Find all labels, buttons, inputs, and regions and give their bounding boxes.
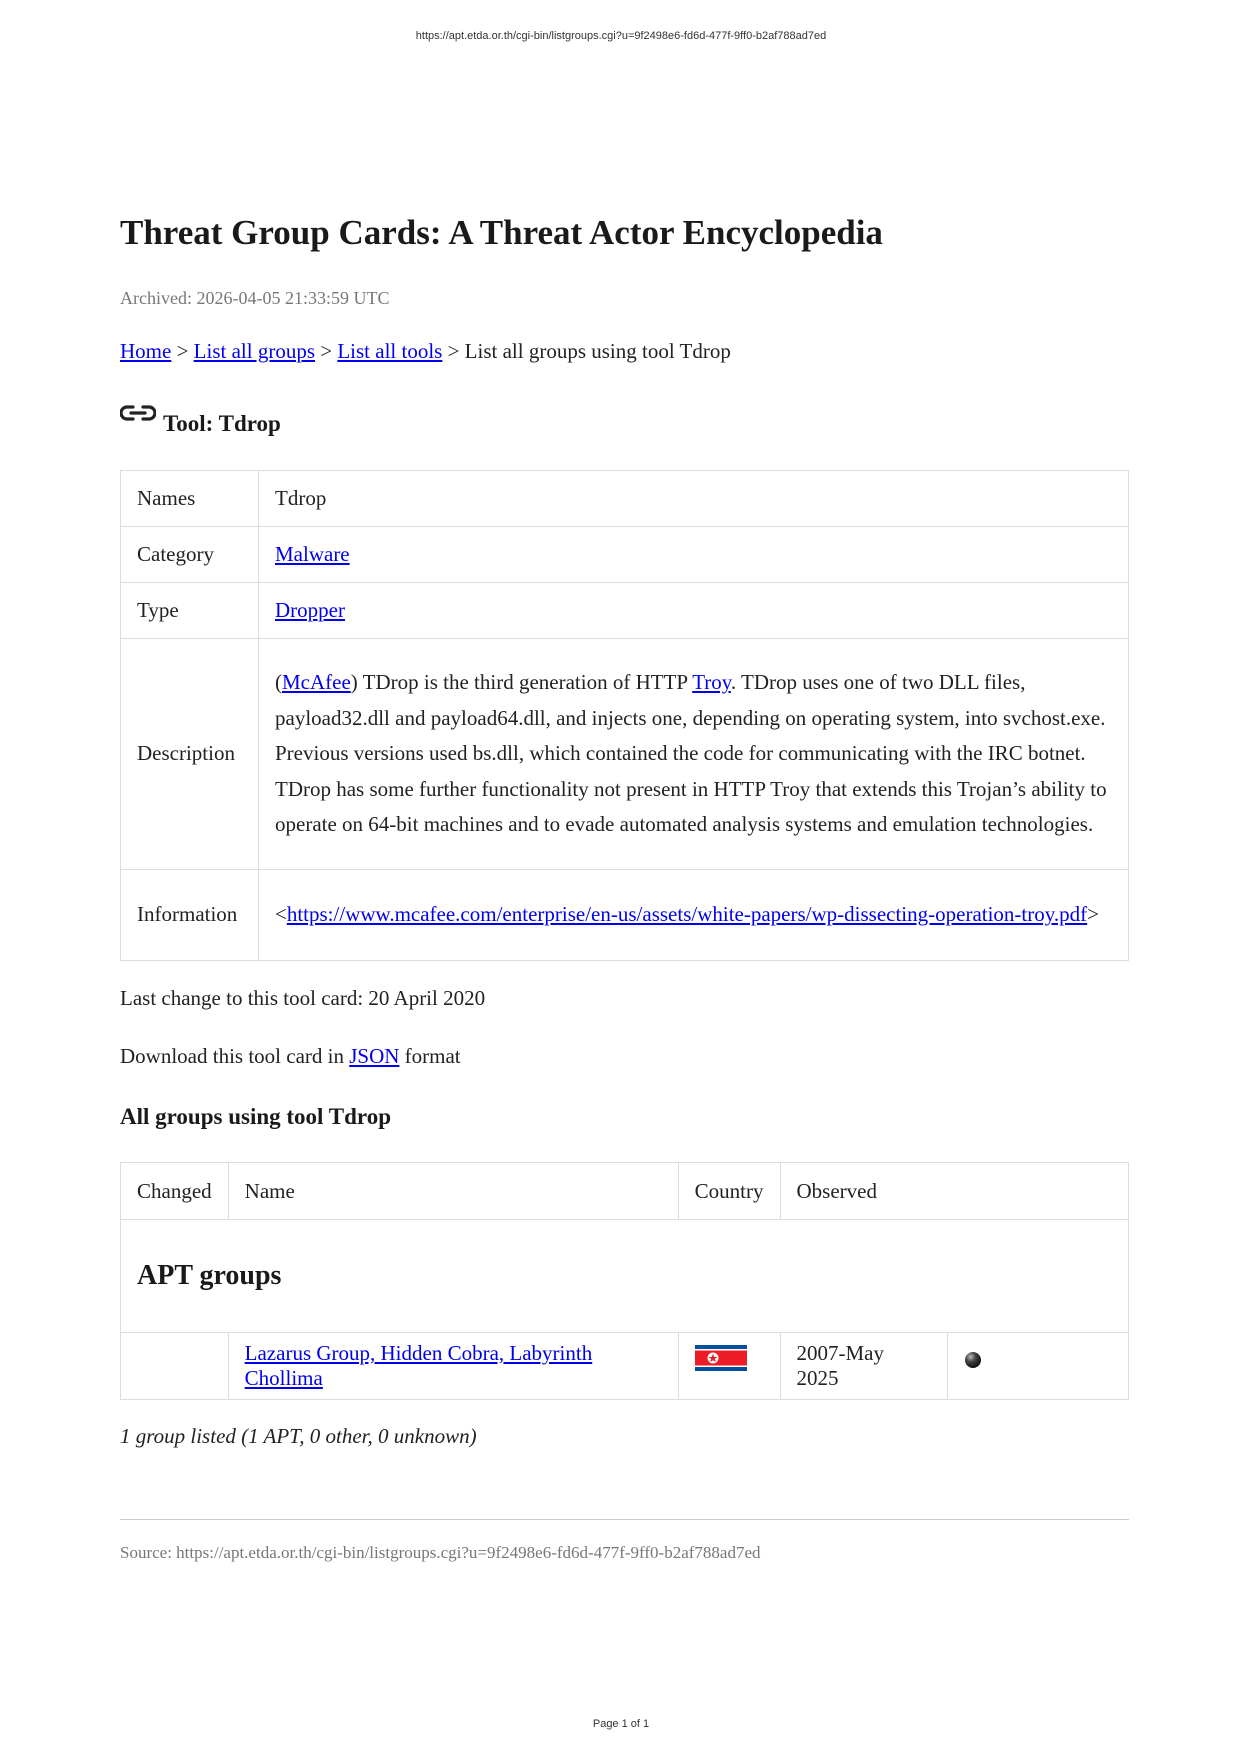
source-line: Source: https://apt.etda.or.th/cgi-bin/listgroups.cgi?u=9f2498e6-fd6d-477f-9ff0-b2af788ad7ed — [120, 1543, 761, 1562]
tool-heading-text: Tool: Tdrop — [163, 411, 281, 436]
names-value: Tdrop — [259, 471, 1129, 527]
breadcrumb-separator: > — [315, 339, 338, 363]
troy-link[interactable]: Troy — [692, 670, 731, 695]
table-row — [121, 1333, 1129, 1400]
page-number: Page 1 of 1 — [592, 1718, 650, 1730]
groups-heading: All groups using tool Tdrop — [120, 1104, 391, 1129]
table-section-row — [121, 1220, 1129, 1333]
description-text: . TDrop uses one of two DLL files, payload32.dll and payload64.dll, and injects one, depending on operating system, into svchost.exe. Previous versions used bs.dll, which contained the code for communicating with the IRC botnet. TDrop has some further functionality not present in HTTP Troy that extends this Trojan’s ability to operate on 64-bit machines and to evade automated analysis systems and emulation technologies. — [275, 670, 1107, 837]
header-observed: Observed — [780, 1163, 1129, 1220]
changed-cell — [121, 1333, 229, 1400]
link-icon — [120, 403, 156, 423]
print-header-url: https://apt.etda.or.th/cgi-bin/listgroups.cgi?u=9f2498e6-fd6d-477f-9ff0-b2af788ad7ed — [415, 30, 827, 42]
header-name: Name — [228, 1163, 678, 1220]
download-prefix: Download this tool card in — [120, 1044, 350, 1068]
angle-close: > — [1087, 902, 1099, 927]
header-changed: Changed — [121, 1163, 229, 1220]
table-row — [121, 583, 1129, 639]
description-text: ) TDrop is the third generation of HTTP — [350, 670, 693, 695]
black-dot-icon — [964, 1350, 982, 1375]
last-change: Last change to this tool card: 20 April 2020 — [120, 986, 486, 1010]
information-label: Information — [121, 870, 259, 961]
download-suffix: format — [399, 1044, 461, 1068]
north-korea-flag-icon — [695, 1345, 747, 1377]
archived-timestamp: Archived: 2026-04-05 21:33:59 UTC — [120, 288, 390, 308]
tool-info-table — [120, 470, 1129, 961]
json-download-link[interactable]: JSON — [349, 1044, 400, 1068]
information-value — [259, 870, 1129, 961]
section-cell — [121, 1220, 1129, 1333]
table-row — [121, 471, 1129, 527]
divider — [120, 1519, 1129, 1520]
mcafee-source-link[interactable]: McAfee — [282, 670, 351, 695]
category-label: Category — [121, 527, 259, 583]
observed-cell: 2007-May 2025 — [780, 1333, 947, 1400]
breadcrumb-list-tools-link[interactable]: List all tools — [337, 339, 443, 363]
breadcrumb — [120, 339, 731, 364]
page-title: Threat Group Cards: A Threat Actor Encyclopedia — [120, 213, 883, 252]
type-cell — [259, 583, 1129, 639]
status-cell — [947, 1333, 1129, 1400]
names-label: Names — [121, 471, 259, 527]
table-row — [121, 527, 1129, 583]
groups-summary: 1 group listed (1 APT, 0 other, 0 unknown) — [120, 1424, 477, 1448]
description-paren: ( — [275, 670, 282, 695]
angle-open: < — [275, 902, 287, 927]
group-name-link[interactable]: Lazarus Group, Hidden Cobra, Labyrinth Chollima — [244, 1341, 593, 1390]
breadcrumb-separator: > — [171, 339, 194, 363]
information-link[interactable]: https://www.mcafee.com/enterprise/en-us/assets/white-papers/wp-dissecting-operation-troy.pdf — [286, 902, 1088, 927]
country-cell — [678, 1333, 780, 1400]
download-line — [120, 1044, 461, 1069]
header-country: Country — [678, 1163, 780, 1220]
section-title: APT groups — [137, 1260, 282, 1291]
table-row — [121, 639, 1129, 870]
category-link[interactable]: Malware — [275, 541, 350, 566]
type-link[interactable]: Dropper — [275, 597, 345, 622]
type-label: Type — [121, 583, 259, 639]
breadcrumb-current: > List all groups using tool Tdrop — [442, 339, 731, 363]
name-cell — [228, 1333, 678, 1400]
groups-table — [120, 1162, 1129, 1400]
breadcrumb-home-link[interactable]: Home — [120, 339, 172, 363]
table-row — [121, 870, 1129, 961]
table-header-row — [121, 1163, 1129, 1220]
description-value — [259, 639, 1129, 870]
description-label: Description — [121, 639, 259, 870]
category-cell — [259, 527, 1129, 583]
breadcrumb-list-groups-link[interactable]: List all groups — [193, 339, 315, 363]
